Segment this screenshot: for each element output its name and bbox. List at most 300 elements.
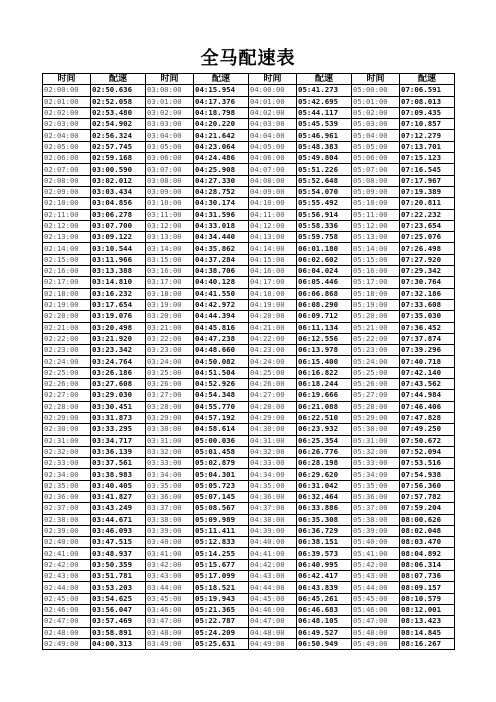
pace-cell: 04:31.596 xyxy=(194,209,249,220)
table-row xyxy=(43,480,455,491)
finish-time-cell: 05:43:00 xyxy=(352,571,400,582)
finish-time-cell: 03:09:00 xyxy=(146,186,194,197)
table-row xyxy=(43,559,455,570)
pace-cell: 07:37.874 xyxy=(400,333,455,344)
finish-time-cell: 04:35:00 xyxy=(249,480,297,491)
finish-time-cell: 03:46:00 xyxy=(146,604,194,615)
pace-cell: 04:17.376 xyxy=(194,96,249,107)
finish-time-cell: 03:00:00 xyxy=(146,85,194,96)
pace-cell: 07:59.204 xyxy=(400,503,455,514)
finish-time-cell: 02:25:00 xyxy=(43,367,91,378)
pace-cell: 04:00.313 xyxy=(91,638,146,649)
pace-cell: 03:23.342 xyxy=(91,345,146,356)
pace-cell: 07:20.811 xyxy=(400,198,455,209)
pace-cell: 07:06.591 xyxy=(400,85,455,96)
pace-cell: 05:14.255 xyxy=(194,548,249,559)
finish-time-cell: 04:44:00 xyxy=(249,582,297,593)
pace-cell: 05:21.365 xyxy=(194,604,249,615)
table-row xyxy=(43,435,455,446)
pace-cell: 05:04.301 xyxy=(194,469,249,480)
finish-time-cell: 03:22:00 xyxy=(146,333,194,344)
pace-cell: 05:02.879 xyxy=(194,458,249,469)
pace-cell: 06:46.683 xyxy=(297,604,352,615)
finish-time-cell: 03:49:00 xyxy=(146,638,194,649)
pace-cell: 05:24.209 xyxy=(194,627,249,638)
finish-time-cell: 02:36:00 xyxy=(43,491,91,502)
finish-time-cell: 02:26:00 xyxy=(43,379,91,390)
pace-cell: 03:51.781 xyxy=(91,571,146,582)
pace-cell: 04:41.550 xyxy=(194,288,249,299)
finish-time-cell: 04:22:00 xyxy=(249,333,297,344)
finish-time-cell: 03:02:00 xyxy=(146,107,194,118)
pace-cell: 07:29.342 xyxy=(400,266,455,277)
pace-cell: 07:57.782 xyxy=(400,491,455,502)
pace-cell: 06:32.464 xyxy=(297,491,352,502)
finish-time-cell: 05:34:00 xyxy=(352,469,400,480)
pace-cell: 06:33.886 xyxy=(297,503,352,514)
finish-time-cell: 02:28:00 xyxy=(43,401,91,412)
finish-time-cell: 05:07:00 xyxy=(352,164,400,175)
pace-cell: 07:09.435 xyxy=(400,107,455,118)
finish-time-cell: 05:38:00 xyxy=(352,514,400,525)
pace-cell: 04:52.926 xyxy=(194,379,249,390)
finish-time-cell: 02:49:00 xyxy=(43,638,91,649)
pace-cell: 07:43.562 xyxy=(400,379,455,390)
pace-cell: 03:34.717 xyxy=(91,435,146,446)
pace-cell: 05:41.273 xyxy=(297,85,352,96)
pace-cell: 03:58.891 xyxy=(91,627,146,638)
pace-cell: 04:28.752 xyxy=(194,186,249,197)
table-row xyxy=(43,401,455,412)
pace-cell: 06:21.088 xyxy=(297,401,352,412)
table-row xyxy=(43,175,455,186)
pace-cell: 03:41.827 xyxy=(91,491,146,502)
finish-time-cell: 02:45:00 xyxy=(43,593,91,604)
table-row xyxy=(43,311,455,322)
pace-cell: 08:07.736 xyxy=(400,571,455,582)
finish-time-cell: 05:05:00 xyxy=(352,141,400,152)
pace-cell: 03:37.561 xyxy=(91,458,146,469)
finish-time-cell: 02:14:00 xyxy=(43,243,91,254)
finish-time-cell: 04:15:00 xyxy=(249,254,297,265)
pace-cell: 06:28.198 xyxy=(297,458,352,469)
finish-time-cell: 03:11:00 xyxy=(146,209,194,220)
header-row xyxy=(43,74,455,85)
finish-time-cell: 02:18:00 xyxy=(43,288,91,299)
finish-time-cell: 03:48:00 xyxy=(146,627,194,638)
finish-time-cell: 05:40:00 xyxy=(352,537,400,548)
finish-time-cell: 05:23:00 xyxy=(352,345,400,356)
table-row xyxy=(43,356,455,367)
pace-cell: 03:04.856 xyxy=(91,198,146,209)
finish-time-cell: 05:24:00 xyxy=(352,356,400,367)
table-row xyxy=(43,254,455,265)
pace-cell: 05:51.226 xyxy=(297,164,352,175)
table-row xyxy=(43,525,455,536)
finish-time-cell: 03:05:00 xyxy=(146,141,194,152)
finish-time-cell: 03:23:00 xyxy=(146,345,194,356)
finish-time-cell: 02:07:00 xyxy=(43,164,91,175)
finish-time-cell: 04:23:00 xyxy=(249,345,297,356)
pace-cell: 03:38.983 xyxy=(91,469,146,480)
pace-cell: 06:08.290 xyxy=(297,299,352,310)
table-row xyxy=(43,367,455,378)
pace-cell: 06:11.134 xyxy=(297,322,352,333)
pace-cell: 03:07.700 xyxy=(91,220,146,231)
pace-cell: 04:18.798 xyxy=(194,107,249,118)
finish-time-cell: 05:22:00 xyxy=(352,333,400,344)
pace-cell: 05:01.458 xyxy=(194,446,249,457)
finish-time-cell: 03:21:00 xyxy=(146,322,194,333)
finish-time-cell: 04:24:00 xyxy=(249,356,297,367)
pace-cell: 07:44.984 xyxy=(400,390,455,401)
finish-time-cell: 05:19:00 xyxy=(352,299,400,310)
table-row xyxy=(43,209,455,220)
finish-time-cell: 02:32:00 xyxy=(43,446,91,457)
finish-time-cell: 02:24:00 xyxy=(43,356,91,367)
table-row xyxy=(43,412,455,423)
pace-cell: 08:09.157 xyxy=(400,582,455,593)
pace-cell: 06:13.978 xyxy=(297,345,352,356)
pace-cell: 05:58.336 xyxy=(297,220,352,231)
pace-cell: 03:53.203 xyxy=(91,582,146,593)
pace-cell: 05:48.383 xyxy=(297,141,352,152)
pace-cell: 03:26.186 xyxy=(91,367,146,378)
finish-time-cell: 02:27:00 xyxy=(43,390,91,401)
finish-time-cell: 03:15:00 xyxy=(146,254,194,265)
finish-time-cell: 02:13:00 xyxy=(43,232,91,243)
finish-time-cell: 02:42:00 xyxy=(43,559,91,570)
finish-time-cell: 05:15:00 xyxy=(352,254,400,265)
finish-time-cell: 04:48:00 xyxy=(249,627,297,638)
pace-cell: 06:15.400 xyxy=(297,356,352,367)
pace-cell: 06:26.776 xyxy=(297,446,352,457)
pace-cell: 05:07.145 xyxy=(194,491,249,502)
pace-cell: 04:37.284 xyxy=(194,254,249,265)
finish-time-cell: 05:16:00 xyxy=(352,266,400,277)
finish-time-cell: 02:03:00 xyxy=(43,119,91,130)
finish-time-cell: 02:15:00 xyxy=(43,254,91,265)
finish-time-cell: 03:30:00 xyxy=(146,424,194,435)
finish-time-cell: 05:37:00 xyxy=(352,503,400,514)
finish-time-cell: 05:10:00 xyxy=(352,198,400,209)
finish-time-cell: 04:02:00 xyxy=(249,107,297,118)
finish-time-cell: 02:35:00 xyxy=(43,480,91,491)
pace-cell: 02:53.480 xyxy=(91,107,146,118)
finish-time-cell: 05:11:00 xyxy=(352,209,400,220)
finish-time-cell: 05:13:00 xyxy=(352,232,400,243)
finish-time-cell: 04:14:00 xyxy=(249,243,297,254)
pace-cell: 05:22.787 xyxy=(194,616,249,627)
table-row xyxy=(43,548,455,559)
finish-time-cell: 04:39:00 xyxy=(249,525,297,536)
pace-cell: 03:33.295 xyxy=(91,424,146,435)
finish-time-cell: 05:04:00 xyxy=(352,130,400,141)
table-row xyxy=(43,141,455,152)
pace-cell: 02:57.745 xyxy=(91,141,146,152)
finish-time-cell: 02:21:00 xyxy=(43,322,91,333)
finish-time-cell: 03:06:00 xyxy=(146,153,194,164)
pace-cell: 07:36.452 xyxy=(400,322,455,333)
pace-cell: 08:13.423 xyxy=(400,616,455,627)
pace-cell: 03:48.937 xyxy=(91,548,146,559)
page-title: 全马配速表 xyxy=(200,48,296,69)
header-pace: 配速 xyxy=(91,74,146,85)
pace-cell: 04:15.954 xyxy=(194,85,249,96)
pace-cell: 06:22.510 xyxy=(297,412,352,423)
finish-time-cell: 03:35:00 xyxy=(146,480,194,491)
finish-time-cell: 04:47:00 xyxy=(249,616,297,627)
finish-time-cell: 02:43:00 xyxy=(43,571,91,582)
pace-cell: 08:12.001 xyxy=(400,604,455,615)
pace-cell: 05:25.631 xyxy=(194,638,249,649)
finish-time-cell: 05:17:00 xyxy=(352,277,400,288)
pace-cell: 06:31.042 xyxy=(297,480,352,491)
pace-cell: 06:25.354 xyxy=(297,435,352,446)
finish-time-cell: 03:19:00 xyxy=(146,299,194,310)
finish-time-cell: 03:16:00 xyxy=(146,266,194,277)
finish-time-cell: 02:08:00 xyxy=(43,175,91,186)
pace-cell: 07:53.516 xyxy=(400,458,455,469)
table-row xyxy=(43,277,455,288)
pace-cell: 03:43.249 xyxy=(91,503,146,514)
pace-cell: 03:24.764 xyxy=(91,356,146,367)
pace-cell: 04:34.440 xyxy=(194,232,249,243)
pace-cell: 03:02.012 xyxy=(91,175,146,186)
pace-cell: 05:52.648 xyxy=(297,175,352,186)
pace-cell: 07:33.608 xyxy=(400,299,455,310)
table-row xyxy=(43,243,455,254)
finish-time-cell: 03:44:00 xyxy=(146,582,194,593)
finish-time-cell: 04:09:00 xyxy=(249,186,297,197)
pace-cell: 07:26.498 xyxy=(400,243,455,254)
header-time: 时间 xyxy=(352,74,400,85)
finish-time-cell: 04:42:00 xyxy=(249,559,297,570)
finish-time-cell: 03:01:00 xyxy=(146,96,194,107)
pace-cell: 07:15.123 xyxy=(400,153,455,164)
finish-time-cell: 03:29:00 xyxy=(146,412,194,423)
pace-cell: 04:25.908 xyxy=(194,164,249,175)
table-row xyxy=(43,85,455,96)
pace-cell: 06:18.244 xyxy=(297,379,352,390)
finish-time-cell: 04:11:00 xyxy=(249,209,297,220)
finish-time-cell: 02:11:00 xyxy=(43,209,91,220)
finish-time-cell: 04:31:00 xyxy=(249,435,297,446)
finish-time-cell: 04:07:00 xyxy=(249,164,297,175)
pace-cell: 03:56.047 xyxy=(91,604,146,615)
finish-time-cell: 02:16:00 xyxy=(43,266,91,277)
pace-cell: 06:29.620 xyxy=(297,469,352,480)
finish-time-cell: 02:40:00 xyxy=(43,537,91,548)
table-row xyxy=(43,537,455,548)
finish-time-cell: 03:34:00 xyxy=(146,469,194,480)
finish-time-cell: 04:32:00 xyxy=(249,446,297,457)
pace-cell: 02:59.168 xyxy=(91,153,146,164)
pace-cell: 07:49.250 xyxy=(400,424,455,435)
table-row xyxy=(43,491,455,502)
pace-cell: 05:59.758 xyxy=(297,232,352,243)
finish-time-cell: 05:02:00 xyxy=(352,107,400,118)
finish-time-cell: 03:08:00 xyxy=(146,175,194,186)
finish-time-cell: 04:46:00 xyxy=(249,604,297,615)
pace-cell: 03:36.139 xyxy=(91,446,146,457)
finish-time-cell: 05:32:00 xyxy=(352,446,400,457)
finish-time-cell: 04:28:00 xyxy=(249,401,297,412)
pace-cell: 06:05.446 xyxy=(297,277,352,288)
table-row xyxy=(43,198,455,209)
pace-cell: 06:19.666 xyxy=(297,390,352,401)
pace-cell: 07:42.140 xyxy=(400,367,455,378)
finish-time-cell: 03:04:00 xyxy=(146,130,194,141)
pace-cell: 03:11.966 xyxy=(91,254,146,265)
finish-time-cell: 03:31:00 xyxy=(146,435,194,446)
finish-time-cell: 05:26:00 xyxy=(352,379,400,390)
pace-cell: 06:36.729 xyxy=(297,525,352,536)
pace-cell: 03:57.469 xyxy=(91,616,146,627)
pace-cell: 05:08.567 xyxy=(194,503,249,514)
pace-cell: 04:47.238 xyxy=(194,333,249,344)
pace-cell: 05:18.521 xyxy=(194,582,249,593)
finish-time-cell: 03:40:00 xyxy=(146,537,194,548)
pace-cell: 04:54.348 xyxy=(194,390,249,401)
finish-time-cell: 04:49:00 xyxy=(249,638,297,649)
pace-cell: 06:09.712 xyxy=(297,311,352,322)
finish-time-cell: 04:01:00 xyxy=(249,96,297,107)
finish-time-cell: 05:41:00 xyxy=(352,548,400,559)
pace-cell: 08:03.470 xyxy=(400,537,455,548)
finish-time-cell: 03:45:00 xyxy=(146,593,194,604)
pace-cell: 02:52.058 xyxy=(91,96,146,107)
pace-cell: 08:16.267 xyxy=(400,638,455,649)
finish-time-cell: 03:43:00 xyxy=(146,571,194,582)
pace-cell: 07:46.406 xyxy=(400,401,455,412)
pace-cell: 03:19.076 xyxy=(91,311,146,322)
finish-time-cell: 05:03:00 xyxy=(352,119,400,130)
pace-cell: 04:58.614 xyxy=(194,424,249,435)
pace-cell: 06:48.105 xyxy=(297,616,352,627)
pace-cell: 07:22.232 xyxy=(400,209,455,220)
finish-time-cell: 03:47:00 xyxy=(146,616,194,627)
table-row xyxy=(43,345,455,356)
finish-time-cell: 04:27:00 xyxy=(249,390,297,401)
finish-time-cell: 05:46:00 xyxy=(352,604,400,615)
pace-cell: 06:23.932 xyxy=(297,424,352,435)
table-row xyxy=(43,627,455,638)
finish-time-cell: 04:06:00 xyxy=(249,153,297,164)
finish-time-cell: 04:34:00 xyxy=(249,469,297,480)
pace-cell: 04:38.706 xyxy=(194,266,249,277)
pace-table xyxy=(42,73,455,650)
pace-cell: 07:08.013 xyxy=(400,96,455,107)
pace-cell: 03:29.030 xyxy=(91,390,146,401)
finish-time-cell: 02:02:00 xyxy=(43,107,91,118)
finish-time-cell: 03:26:00 xyxy=(146,379,194,390)
finish-time-cell: 05:49:00 xyxy=(352,638,400,649)
finish-time-cell: 03:07:00 xyxy=(146,164,194,175)
finish-time-cell: 02:38:00 xyxy=(43,514,91,525)
finish-time-cell: 04:10:00 xyxy=(249,198,297,209)
pace-cell: 03:09.122 xyxy=(91,232,146,243)
finish-time-cell: 02:00:00 xyxy=(43,85,91,96)
finish-time-cell: 05:01:00 xyxy=(352,96,400,107)
pace-cell: 03:46.093 xyxy=(91,525,146,536)
pace-cell: 05:00.036 xyxy=(194,435,249,446)
pace-cell: 02:50.636 xyxy=(91,85,146,96)
finish-time-cell: 03:24:00 xyxy=(146,356,194,367)
pace-cell: 07:17.967 xyxy=(400,175,455,186)
table-row xyxy=(43,164,455,175)
finish-time-cell: 03:12:00 xyxy=(146,220,194,231)
finish-time-cell: 02:20:00 xyxy=(43,311,91,322)
table-row xyxy=(43,514,455,525)
pace-cell: 04:40.128 xyxy=(194,277,249,288)
finish-time-cell: 03:28:00 xyxy=(146,401,194,412)
table-row xyxy=(43,153,455,164)
table-row xyxy=(43,503,455,514)
finish-time-cell: 03:18:00 xyxy=(146,288,194,299)
pace-cell: 07:12.279 xyxy=(400,130,455,141)
finish-time-cell: 02:46:00 xyxy=(43,604,91,615)
finish-time-cell: 02:04:00 xyxy=(43,130,91,141)
header-time: 时间 xyxy=(146,74,194,85)
table-row xyxy=(43,266,455,277)
finish-time-cell: 05:20:00 xyxy=(352,311,400,322)
header-pace: 配速 xyxy=(194,74,249,85)
table-row xyxy=(43,582,455,593)
pace-cell: 07:25.076 xyxy=(400,232,455,243)
pace-cell: 05:44.117 xyxy=(297,107,352,118)
finish-time-cell: 03:37:00 xyxy=(146,503,194,514)
finish-time-cell: 04:13:00 xyxy=(249,232,297,243)
finish-time-cell: 02:29:00 xyxy=(43,412,91,423)
finish-time-cell: 02:33:00 xyxy=(43,458,91,469)
pace-cell: 04:44.394 xyxy=(194,311,249,322)
pace-cell: 05:17.099 xyxy=(194,571,249,582)
pace-cell: 04:51.504 xyxy=(194,367,249,378)
pace-cell: 07:23.654 xyxy=(400,220,455,231)
finish-time-cell: 02:31:00 xyxy=(43,435,91,446)
pace-cell: 06:50.949 xyxy=(297,638,352,649)
pace-cell: 06:12.556 xyxy=(297,333,352,344)
table-body xyxy=(43,85,455,650)
finish-time-cell: 02:01:00 xyxy=(43,96,91,107)
finish-time-cell: 05:29:00 xyxy=(352,412,400,423)
table-row xyxy=(43,446,455,457)
finish-time-cell: 03:14:00 xyxy=(146,243,194,254)
pace-cell: 06:39.573 xyxy=(297,548,352,559)
finish-time-cell: 04:05:00 xyxy=(249,141,297,152)
finish-time-cell: 05:25:00 xyxy=(352,367,400,378)
finish-time-cell: 04:16:00 xyxy=(249,266,297,277)
table-row xyxy=(43,107,455,118)
pace-cell: 06:01.180 xyxy=(297,243,352,254)
finish-time-cell: 04:20:00 xyxy=(249,311,297,322)
pace-cell: 06:38.151 xyxy=(297,537,352,548)
pace-cell: 08:00.626 xyxy=(400,514,455,525)
table-row xyxy=(43,96,455,107)
finish-time-cell: 02:05:00 xyxy=(43,141,91,152)
table-row xyxy=(43,232,455,243)
header-time: 时间 xyxy=(249,74,297,85)
finish-time-cell: 04:45:00 xyxy=(249,593,297,604)
pace-cell: 03:16.232 xyxy=(91,288,146,299)
pace-cell: 04:24.486 xyxy=(194,153,249,164)
pace-cell: 04:33.018 xyxy=(194,220,249,231)
finish-time-cell: 03:41:00 xyxy=(146,548,194,559)
table-row xyxy=(43,593,455,604)
finish-time-cell: 03:03:00 xyxy=(146,119,194,130)
finish-time-cell: 04:08:00 xyxy=(249,175,297,186)
